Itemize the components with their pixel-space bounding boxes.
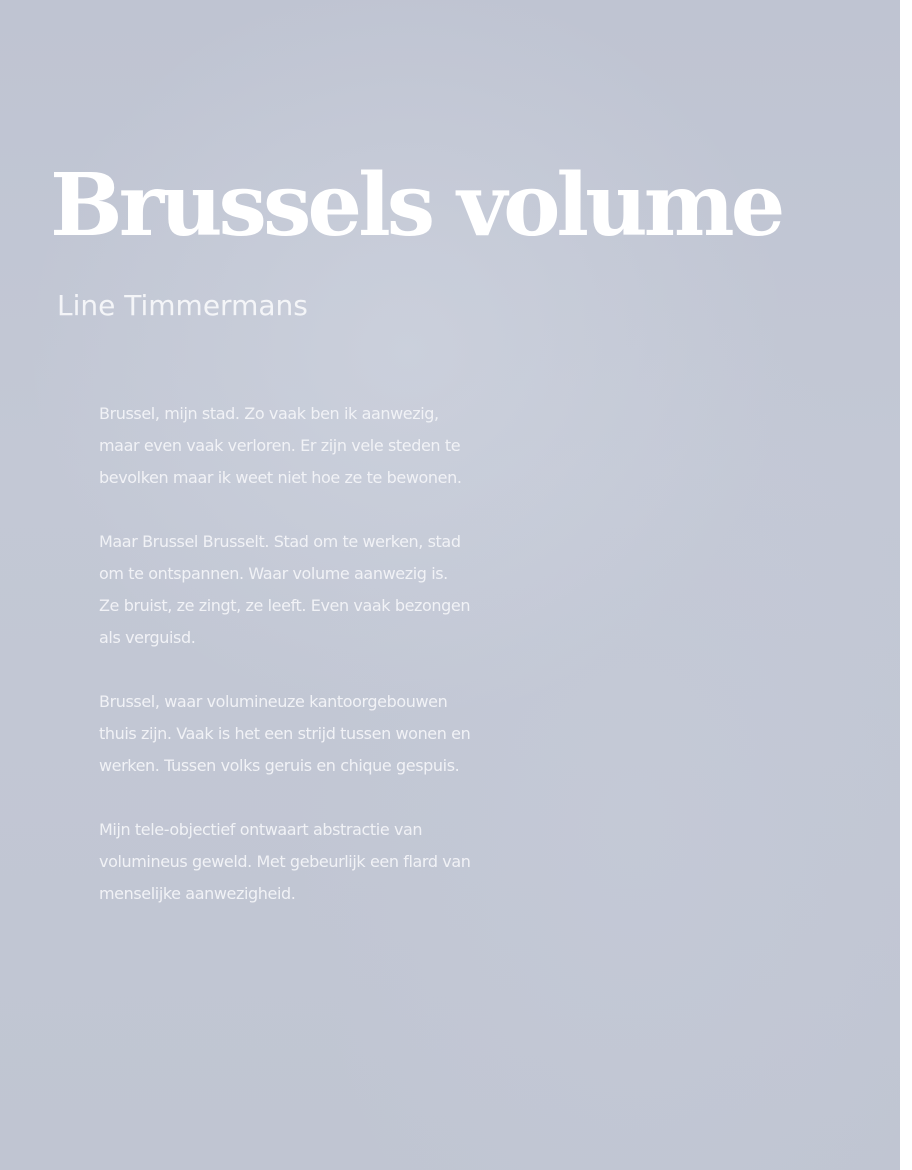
paragraph bbox=[99, 814, 539, 910]
page-edge bbox=[900, 0, 906, 1170]
text-line: menselijke aanwezigheid. bbox=[99, 884, 296, 903]
text-line: thuis zijn. Vaak is het een strijd tussen wonen en bbox=[99, 724, 471, 743]
body-text bbox=[99, 398, 539, 942]
text-line: om te ontspannen. Waar volume aanwezig is. bbox=[99, 564, 448, 583]
text-line: volumineus geweld. Met gebeurlijk een flard van bbox=[99, 852, 471, 871]
text-line: Brussel, waar volumineuze kantoorgebouwen bbox=[99, 692, 448, 711]
text-line: maar even vaak verloren. Er zijn vele steden te bbox=[99, 436, 461, 455]
text-line: bevolken maar ik weet niet hoe ze te bewonen. bbox=[99, 468, 462, 487]
text-line: Maar Brussel Brusselt. Stad om te werken, stad bbox=[99, 532, 461, 551]
paragraph bbox=[99, 398, 539, 494]
author-name: Line Timmermans bbox=[57, 289, 308, 322]
paragraph bbox=[99, 526, 539, 654]
text-line: Ze bruist, ze zingt, ze leeft. Even vaak bezongen bbox=[99, 596, 471, 615]
page-title: Brussels volume bbox=[50, 155, 782, 256]
text-line: werken. Tussen volks geruis en chique gespuis. bbox=[99, 756, 460, 775]
paragraph bbox=[99, 686, 539, 782]
text-line: als verguisd. bbox=[99, 628, 196, 647]
text-line: Brussel, mijn stad. Zo vaak ben ik aanwezig, bbox=[99, 404, 439, 423]
text-line: Mijn tele-objectief ontwaart abstractie van bbox=[99, 820, 423, 839]
